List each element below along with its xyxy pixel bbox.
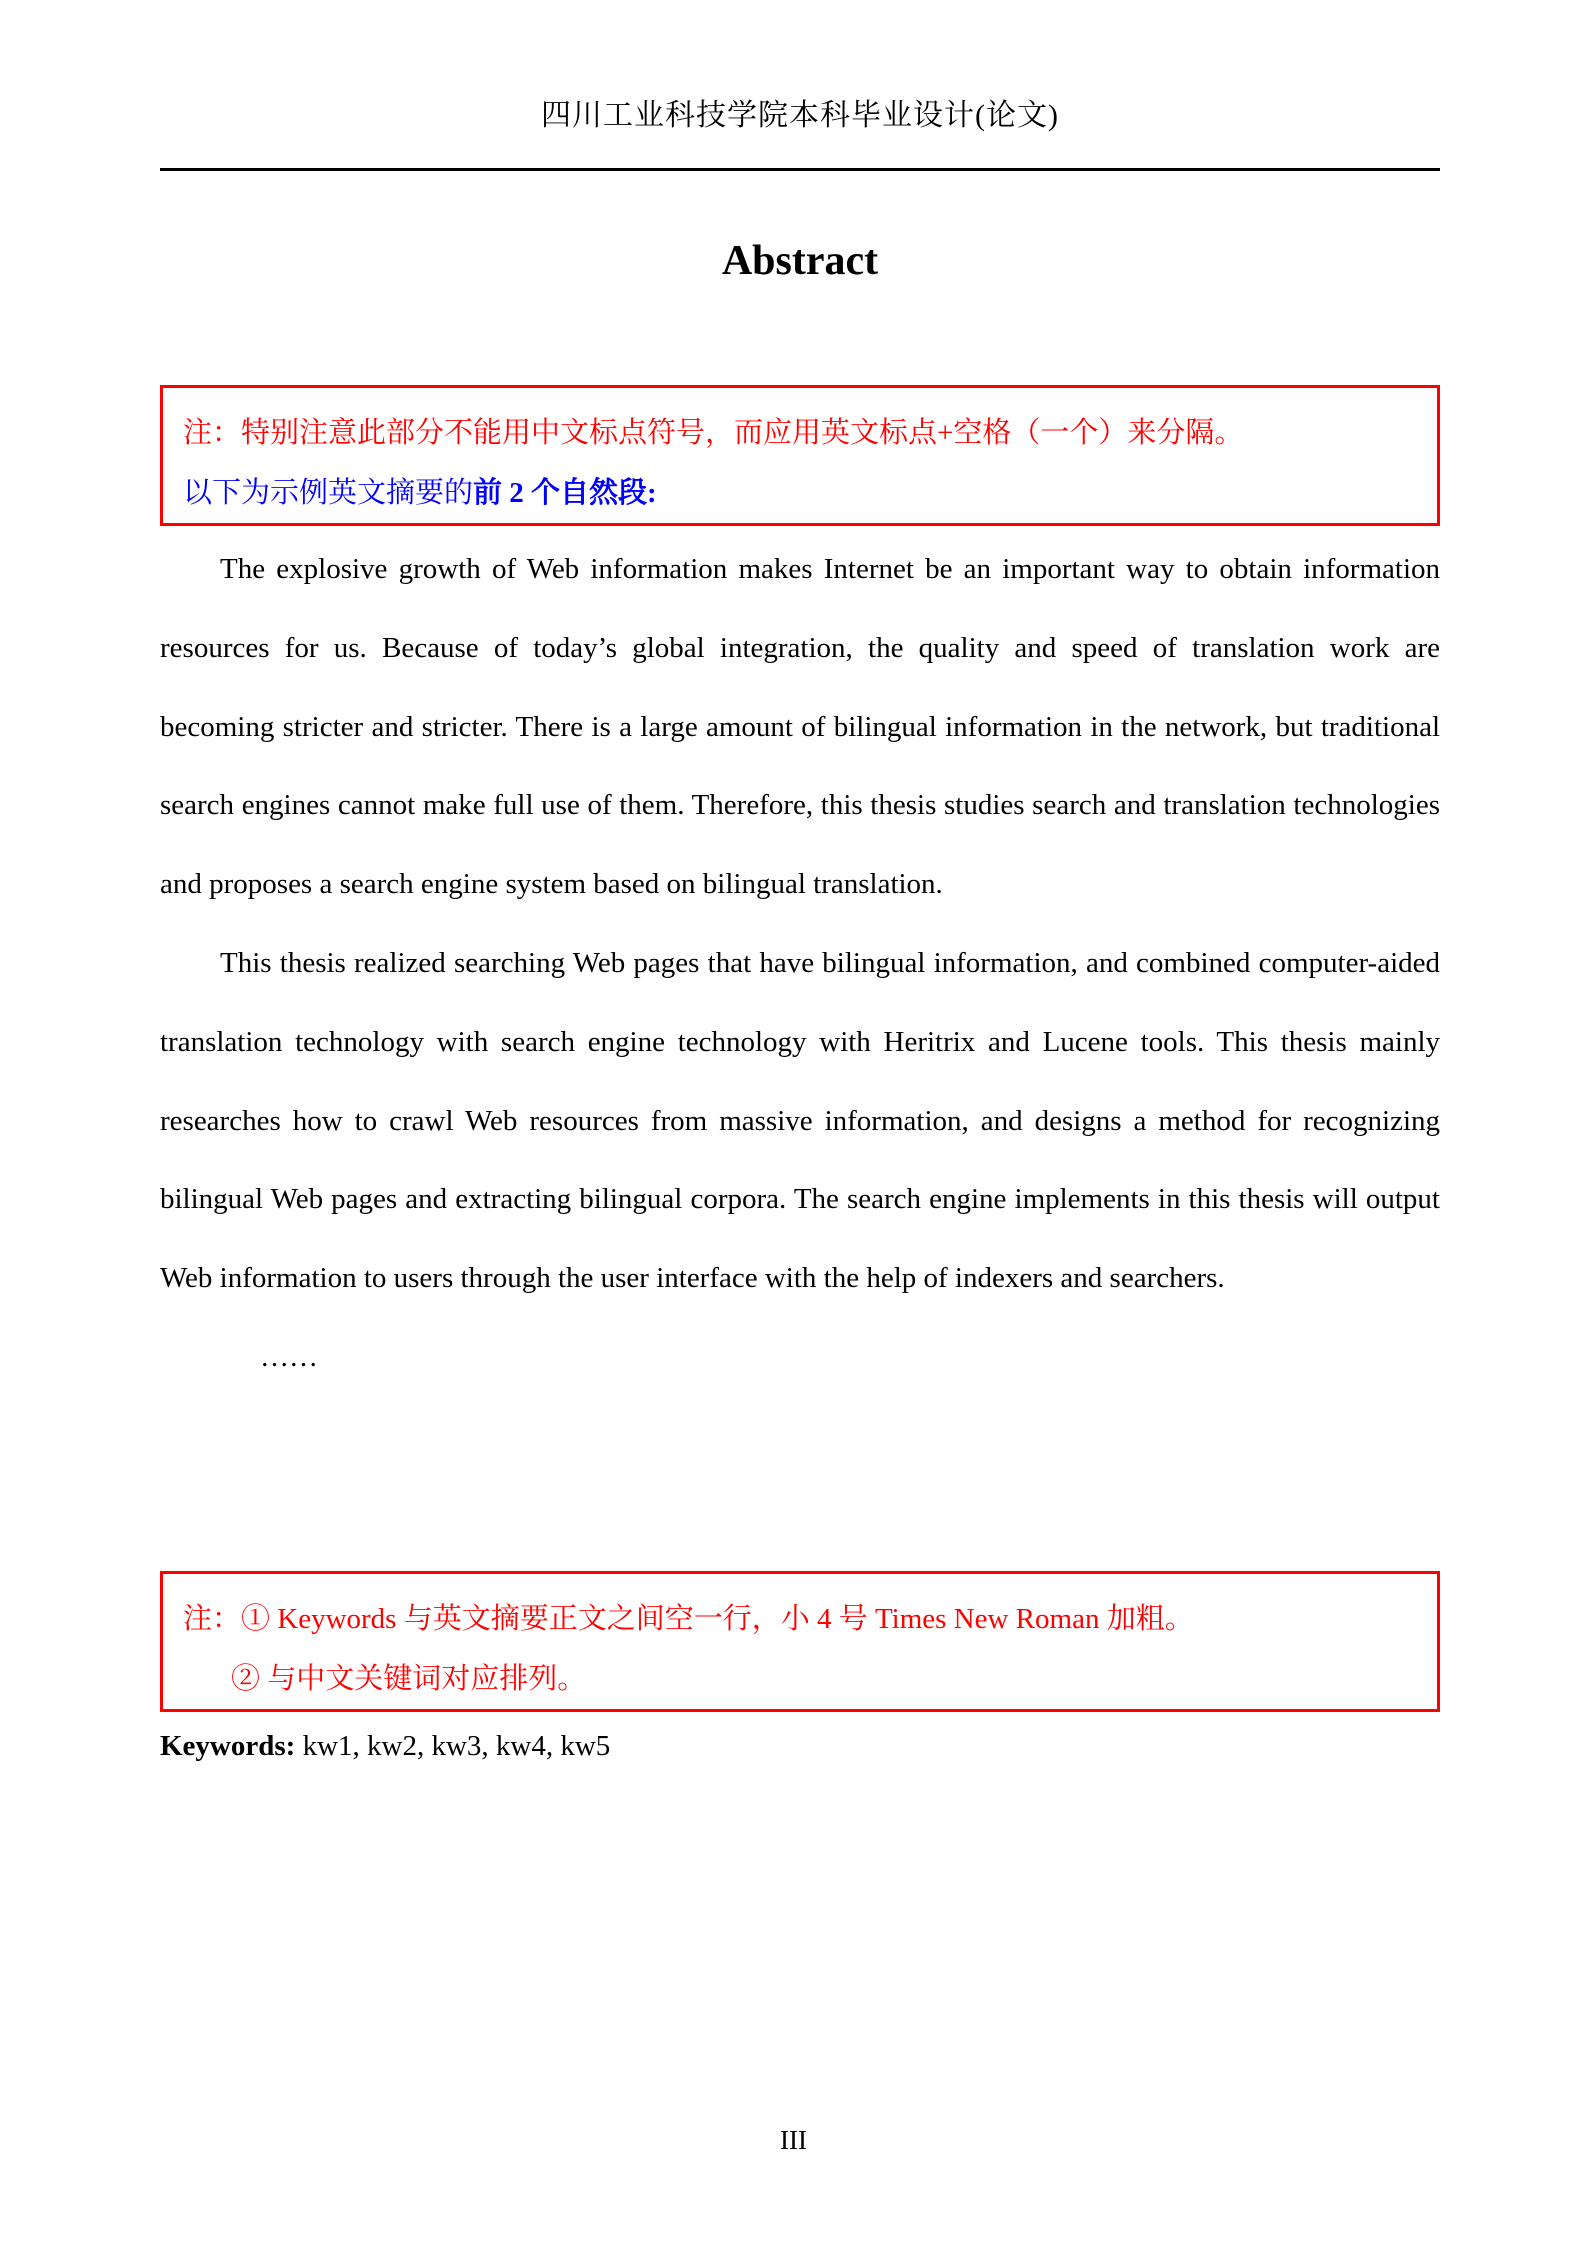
note1-line2-normal: 以下为示例英文摘要的	[183, 477, 474, 509]
keywords-label: Keywords:	[160, 1729, 296, 1762]
abstract-ellipsis: ……	[260, 1340, 318, 1373]
page-header-title: 四川工业科技学院本科毕业设计(论文)	[541, 99, 1059, 132]
keywords-value: kw1, kw2, kw3, kw4, kw5	[295, 1729, 611, 1762]
note-box-punctuation	[160, 385, 1440, 526]
note1-line1: 注：特别注意此部分不能用中文标点符号，而应用英文标点+空格（一个）来分隔。	[183, 417, 1244, 449]
abstract-body	[160, 530, 1440, 1397]
note-box-keywords	[160, 1571, 1440, 1712]
keywords-line	[160, 1726, 1440, 1766]
abstract-title: Abstract	[721, 238, 879, 284]
note1-line2	[183, 463, 1417, 523]
note2-line1: 注：① Keywords 与英文摘要正文之间空一行，小 4 号 Times New Roman 加粗。	[183, 1602, 1194, 1635]
note1-line2-bold: 前 2 个自然段:	[473, 477, 657, 509]
abstract-paragraph-2: This thesis realized searching Web pages that have bilingual information, and combined computer-aided translation technology with search engine technology with Heritrix and Lucene tools. This thesis mainly researches how to crawl Web resources from massive information, and designs a method for recognizing bilingual Web pages and extracting bilingual corpora. The search engine implements in this thesis will output Web information to users through the user interface with the help of indexers and searchers.	[160, 946, 1440, 1295]
abstract-paragraph-1: The explosive growth of Web information makes Internet be an important way to obtain information resources for us. Because of today’s global integration, the quality and speed of translation work are becoming stricter and stricter. There is a large amount of bilingual information in the network, but traditional search engines cannot make full use of them. Therefore, this thesis studies search and translation technologies and proposes a search engine system based on bilingual translation.	[160, 553, 1440, 901]
note2-line2: ② 与中文关键词对应排列。	[231, 1662, 587, 1695]
page-number: III	[780, 2125, 807, 2155]
header-divider-rule	[160, 168, 1440, 171]
